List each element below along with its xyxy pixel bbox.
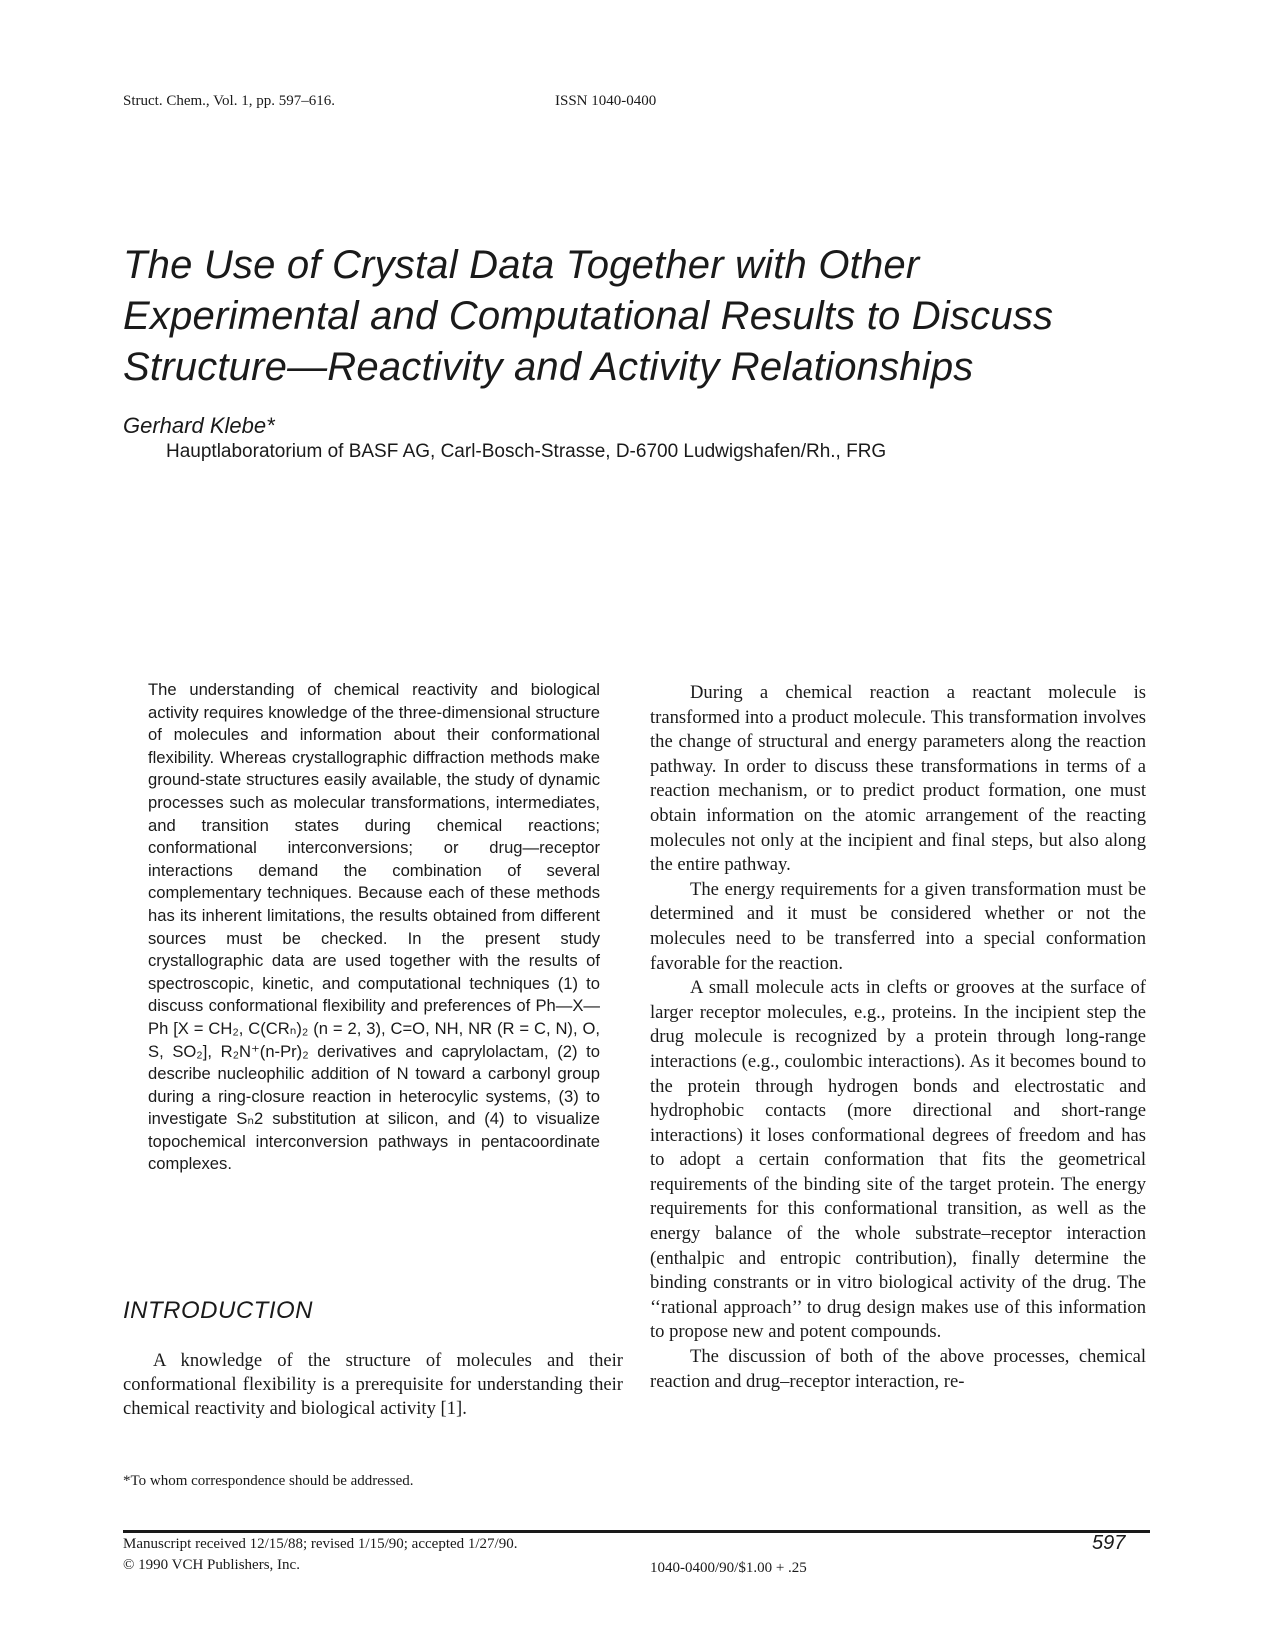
issn: ISSN 1040-0400 bbox=[555, 93, 657, 109]
author-name: Gerhard Klebe* bbox=[123, 413, 275, 438]
author-affiliation: Hauptlaboratorium of BASF AG, Carl-Bosch-Strasse, D-6700 Ludwigshafen/Rh., FRG bbox=[166, 441, 887, 462]
journal-citation: Struct. Chem., Vol. 1, pp. 597–616. bbox=[123, 93, 335, 109]
body-paragraph: A small molecule acts in clefts or grooves at the surface of larger receptor molecules, e.g., proteins. In the incipient step the drug molecule is recognized by a protein through long-range interactions (e.g., coulombic interactions). As it becomes bound to the protein through hydrogen bonds and electrostatic and hydrophobic contacts (more directional and short-range interactions) it loses conformational degrees of freedom and has to adopt a certain conformation that fits the geometrical requirements of the binding site of the target protein. The energy requirements for this conformational transition, as well as the energy balance of the whole substrate–receptor interaction (enthalpic and entropic contribution), finally determine the binding constrants or in vitro biological activity of the drug. The ‘‘rational approach’’ to drug design makes use of this information to propose new and potent compounds. bbox=[650, 977, 1146, 1343]
footer-rule bbox=[123, 1530, 1150, 1533]
body-paragraph: During a chemical reaction a reactant molecule is transformed into a product molecule. This transformation involves the change of structural and energy parameters along the reaction pathway. In order to discuss these transformations in terms of a reaction mechanism, or to predict product formation, one must obtain information on the atomic arrangement of the reacting molecules not only at the incipient and final steps, but also along the entire pathway. bbox=[650, 682, 1146, 876]
copyright-notice: © 1990 VCH Publishers, Inc. bbox=[123, 1557, 300, 1573]
body-paragraph: The energy requirements for a given transformation must be determined and it must be considered whether or not the molecules need to be transferred into a special conformation favorable for the reaction. bbox=[650, 878, 1146, 974]
body-paragraph: The discussion of both of the above processes, chemical reaction and drug–receptor interaction, re- bbox=[650, 1346, 1146, 1392]
manuscript-dates: Manuscript received 12/15/88; revised 1/15/90; accepted 1/27/90. bbox=[123, 1536, 518, 1552]
introduction-paragraph: A knowledge of the structure of molecules and their conformational flexibility is a prerequisite for understanding their chemical reactivity and biological activity [1]. bbox=[123, 1350, 623, 1420]
article-title: The Use of Crystal Data Together with Other Experimental and Computational Results to Discuss Structure—Reactivity and Activity Relationships bbox=[123, 243, 1054, 389]
right-column bbox=[650, 681, 1146, 1394]
page-number: 597 bbox=[1092, 1532, 1126, 1554]
abstract: The understanding of chemical reactivity and biological activity requires knowledge of the three-dimensional structure of molecules and information about their conformational flexibility. Whereas crystallographic diffraction methods make ground-state structures easily available, the study of dynamic processes such as molecular transformations, intermediates, and transition states during chemical reactions; conformational interconversions; or drug—receptor interactions demand the combination of several complementary techniques. Because each of these methods has its inherent limitations, the results obtained from different sources must be checked. In the present study crystallographic data are used together with the results of spectroscopic, kinetic, and computational techniques (1) to discuss conformational flexibility and preferences of Ph—X—Ph [X = CH₂, C(CRₙ)₂ (n = 2, 3), C=O, NH, NR (R = C, N), O, S, SO₂], R₂N⁺(n-Pr)₂ derivatives and caprylolactam, (2) to describe nucleophilic addition of N toward a carbonyl group during a ring-closure reaction in heterocylic systems, (3) to investigate Sₙ2 substitution at silicon, and (4) to visualize topochemical interconversion pathways in pentacoordinate complexes. bbox=[148, 680, 600, 1174]
price-code: 1040-0400/90/$1.00 + .25 bbox=[650, 1560, 807, 1576]
correspondence-footnote: *To whom correspondence should be addressed. bbox=[123, 1473, 414, 1489]
introduction-heading: INTRODUCTION bbox=[123, 1297, 313, 1324]
